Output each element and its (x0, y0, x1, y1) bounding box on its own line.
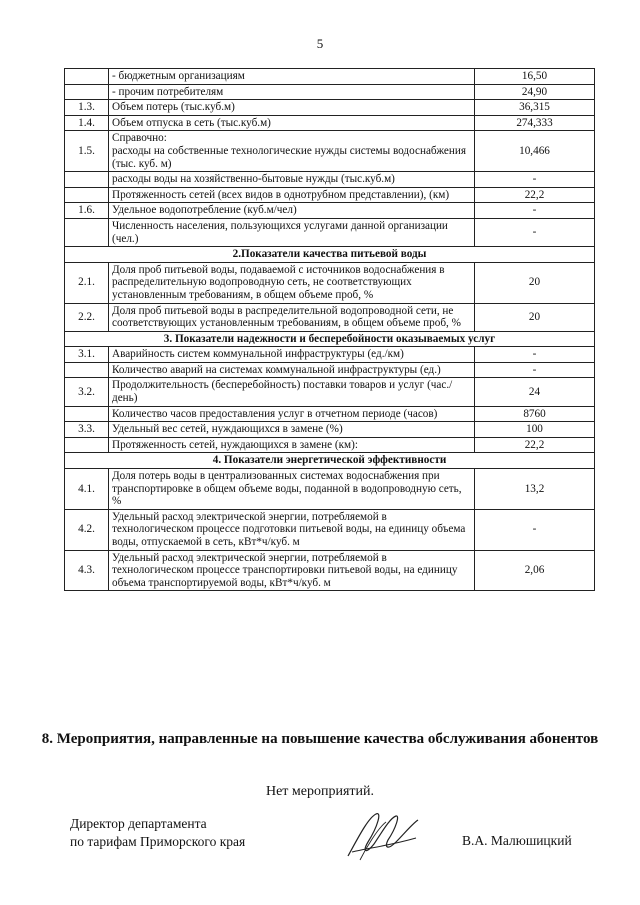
indicator-value: 2,06 (475, 550, 595, 591)
handwritten-signature (338, 808, 424, 864)
table-row (65, 115, 595, 131)
signer-title (70, 815, 245, 851)
table-row (65, 172, 595, 188)
row-number (65, 218, 109, 246)
indicator-label: - прочим потребителям (109, 84, 475, 100)
section-header-row (65, 247, 595, 263)
row-number: 4.1. (65, 469, 109, 510)
table-row (65, 437, 595, 453)
table-row (65, 262, 595, 303)
row-number: 2.2. (65, 303, 109, 331)
indicator-value: 8760 (475, 406, 595, 422)
indicator-value: 13,2 (475, 469, 595, 510)
table-row (65, 203, 595, 219)
indicator-label: Справочно: расходы на собственные технологические нужды системы водоснабжения (тыс. куб. м) (109, 131, 475, 172)
table-row (65, 362, 595, 378)
indicator-value: 274,333 (475, 115, 595, 131)
indicator-label: Доля проб питьевой воды, подаваемой с источников водоснабжения в распределительную водопроводную сеть, не соответствующих установленным требованиям, в общем объеме проб, % (109, 262, 475, 303)
row-number (65, 69, 109, 85)
row-number (65, 187, 109, 203)
indicator-label: Аварийность систем коммунальной инфраструктуры (ед./км) (109, 347, 475, 363)
indicator-value: 24,90 (475, 84, 595, 100)
indicators-table (64, 68, 595, 591)
row-number: 3.1. (65, 347, 109, 363)
table-row (65, 469, 595, 510)
indicator-value: 20 (475, 262, 595, 303)
indicator-label: Доля проб питьевой воды в распределительной водопроводной сети, не соответствующих установленным требованиям, в общем объеме проб, % (109, 303, 475, 331)
indicator-value: 24 (475, 378, 595, 406)
row-number: 1.6. (65, 203, 109, 219)
indicator-value: 100 (475, 422, 595, 438)
indicator-value: 22,2 (475, 187, 595, 203)
indicator-value: 10,466 (475, 131, 595, 172)
table-row (65, 550, 595, 591)
table-row (65, 100, 595, 116)
indicator-value: 20 (475, 303, 595, 331)
indicator-value: 22,2 (475, 437, 595, 453)
indicator-label: Продолжительность (бесперебойность) поставки товаров и услуг (час./день) (109, 378, 475, 406)
table-row (65, 406, 595, 422)
row-number: 1.3. (65, 100, 109, 116)
section-title: 3. Показатели надежности и бесперебойности оказываемых услуг (65, 331, 595, 347)
table-row (65, 218, 595, 246)
table-row (65, 303, 595, 331)
indicator-value: - (475, 203, 595, 219)
section-header-row (65, 331, 595, 347)
row-number: 4.3. (65, 550, 109, 591)
row-number (65, 362, 109, 378)
row-number: 1.4. (65, 115, 109, 131)
indicator-label: Протяженность сетей (всех видов в однотрубном представлении), (км) (109, 187, 475, 203)
indicator-value: - (475, 172, 595, 188)
table-row (65, 69, 595, 85)
indicator-label: Протяженность сетей, нуждающихся в замене (км): (109, 437, 475, 453)
table-row (65, 187, 595, 203)
indicator-label: Численность населения, пользующихся услугами данной организации (чел.) (109, 218, 475, 246)
indicator-value: - (475, 509, 595, 550)
indicator-value: 16,50 (475, 69, 595, 85)
signer-title-line-2: по тарифам Приморского края (70, 834, 246, 849)
indicator-label: Удельный вес сетей, нуждающихся в замене (%) (109, 422, 475, 438)
indicator-label: Доля потерь воды в централизованных системах водоснабжения при транспортировке в общем объеме воды, поданной в водопроводную сеть, % (109, 469, 475, 510)
row-number (65, 84, 109, 100)
indicator-value: - (475, 218, 595, 246)
indicator-label: Объем отпуска в сеть (тыс.куб.м) (109, 115, 475, 131)
row-number (65, 406, 109, 422)
indicator-value: 36,315 (475, 100, 595, 116)
indicator-label: Количество аварий на системах коммунальной инфраструктуры (ед.) (109, 362, 475, 378)
indicator-label: Удельное водопотребление (куб.м/чел) (109, 203, 475, 219)
indicator-label: Удельный расход электрической энергии, потребляемой в технологическом процессе транспортировки питьевой воды, на единицу объема транспортируемой воды, кВт*ч/куб. м (109, 550, 475, 591)
row-number (65, 172, 109, 188)
signer-title-line-1: Директор департамента (70, 816, 207, 831)
row-number: 3.2. (65, 378, 109, 406)
signer-name: В.А. Малюшицкий (462, 833, 572, 848)
table-row (65, 509, 595, 550)
no-measures-text: Нет мероприятий. (265, 784, 375, 799)
section-8-heading-text: 8. Мероприятия, направленные на повышение качества обслуживания абонентов (41, 731, 599, 747)
indicator-value: - (475, 362, 595, 378)
section-title: 2.Показатели качества питьевой воды (65, 247, 595, 263)
section-header-row (65, 453, 595, 469)
indicator-label: Объем потерь (тыс.куб.м) (109, 100, 475, 116)
row-number: 1.5. (65, 131, 109, 172)
indicator-label: Количество часов предоставления услуг в отчетном периоде (часов) (109, 406, 475, 422)
table-row (65, 378, 595, 406)
page-number: 5 (316, 36, 324, 51)
indicator-label: - бюджетным организациям (109, 69, 475, 85)
section-8-heading (0, 730, 640, 748)
row-number: 4.2. (65, 509, 109, 550)
row-number: 2.1. (65, 262, 109, 303)
indicator-value: - (475, 347, 595, 363)
table-row (65, 84, 595, 100)
row-number: 3.3. (65, 422, 109, 438)
table-row (65, 422, 595, 438)
table-row (65, 347, 595, 363)
indicator-label: Удельный расход электрической энергии, потребляемой в технологическом процессе подготовки питьевой воды, на единицу объема воды, отпускаемой в сеть, кВт*ч/куб. м (109, 509, 475, 550)
section-title: 4. Показатели энергетической эффективности (65, 453, 595, 469)
indicator-label: расходы воды на хозяйственно-бытовые нужды (тыс.куб.м) (109, 172, 475, 188)
table-row (65, 131, 595, 172)
row-number (65, 437, 109, 453)
